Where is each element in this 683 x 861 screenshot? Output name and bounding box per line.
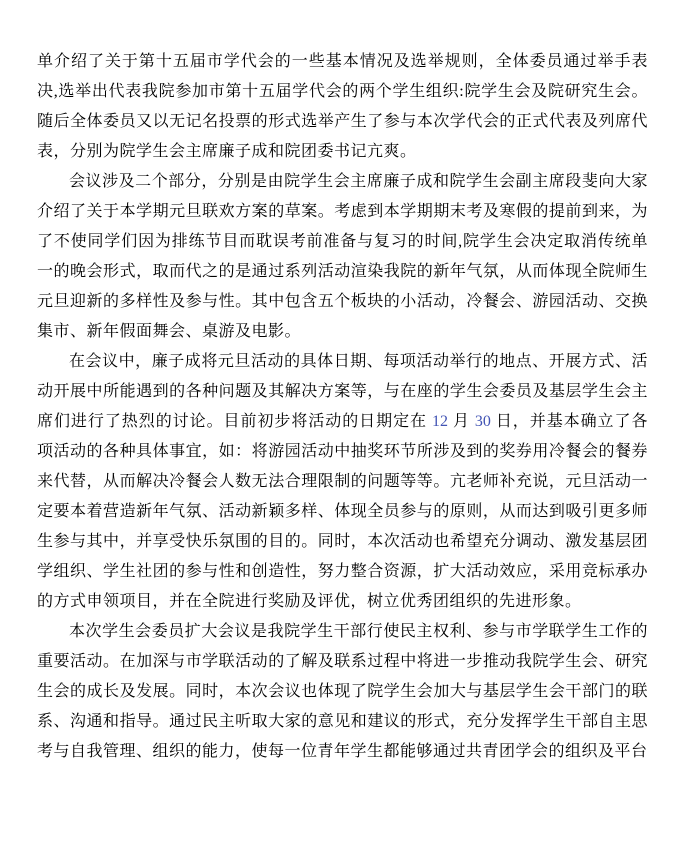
paragraph-3-text-before-date: 在会议中，廉子成将元旦活动的具体日期、每项活动举行的地点、开展方式、活动开展中所能遇到的各种问题及其解决方案等，与在座的学生会委员及基层学生会主席们进行了热烈的讨论。目前初步将活动的日期定在 [37,353,648,430]
paragraph-1: 单介绍了关于第十五届市学代会的一些基本情况及选举规则，全体委员通过举手表决,选举出代表我院参加市第十五届学代会的两个学生组织:院学生会及院研究生会。随后全体委员又以无记名投票的形式选举产生了参与本次学代会的正式代表及列席代表，分别为院学生会主席廉子成和院团委书记亢爽。 [37,53,648,160]
paragraph-2: 会议涉及二个部分，分别是由院学生会主席廉子成和院学生会副主席段斐向大家介绍了关于本学期元旦联欢方案的草案。考虑到本学期期末考及寒假的提前到来，为了不使同学们因为排练节目而耽误考前准备与复习的时间,院学生会决定取消传统单一的晚会形式，取而代之的是通过系列活动渲染我院的新年气氛，从而体现全院师生元旦迎新的多样性及参与性。其中包含五个板块的小活动，冷餐会、游园活动、交换集市、新年假面舞会、桌游及电影。 [37,173,648,340]
paragraph-4: 本次学生会委员扩大会议是我院学生干部行使民主权利、参与市学联学生工作的重要活动。在加深与市学联活动的了解及联系过程中将进一步推动我院学生会、研究生会的成长及发展。同时，本次会议也体现了院学生会加大与基层学生会干部门的联系、沟通和指导。通过民主听取大家的意见和建议的形式，充分发挥学生干部自主思考与自我管理、组织的能力，使每一位青年学生都能够通过共青团学会的组织及平台 [37,623,648,760]
paragraph-3-text-after-date: 日，并基本确立了各项活动的各种具体事宜，如：将游园活动中抽奖环节所涉及到的奖券用冷餐会的餐券来代替，从而解决冷餐会人数无法合理限制的问题等等。亢老师补充说，元旦活动一定要本着营造新年气氛、活动新颖多样、体现全员参与的原则，从而达到吸引更多师生参与其中，并享受快乐氛围的目的。同时，本次活动也希望充分调动、激发基层团学组织、学生社团的参与性和创造性，努力整合资源，扩大活动效应，采用竞标承办的方式申领项目，并在全院进行奖励及评优，树立优秀团组织的先进形象。 [37,413,648,610]
date-month-number: 12 [431,413,448,430]
paragraph-3 [37,347,648,617]
date-day-number: 30 [474,413,491,430]
date-month-unit: 月 [447,413,475,430]
